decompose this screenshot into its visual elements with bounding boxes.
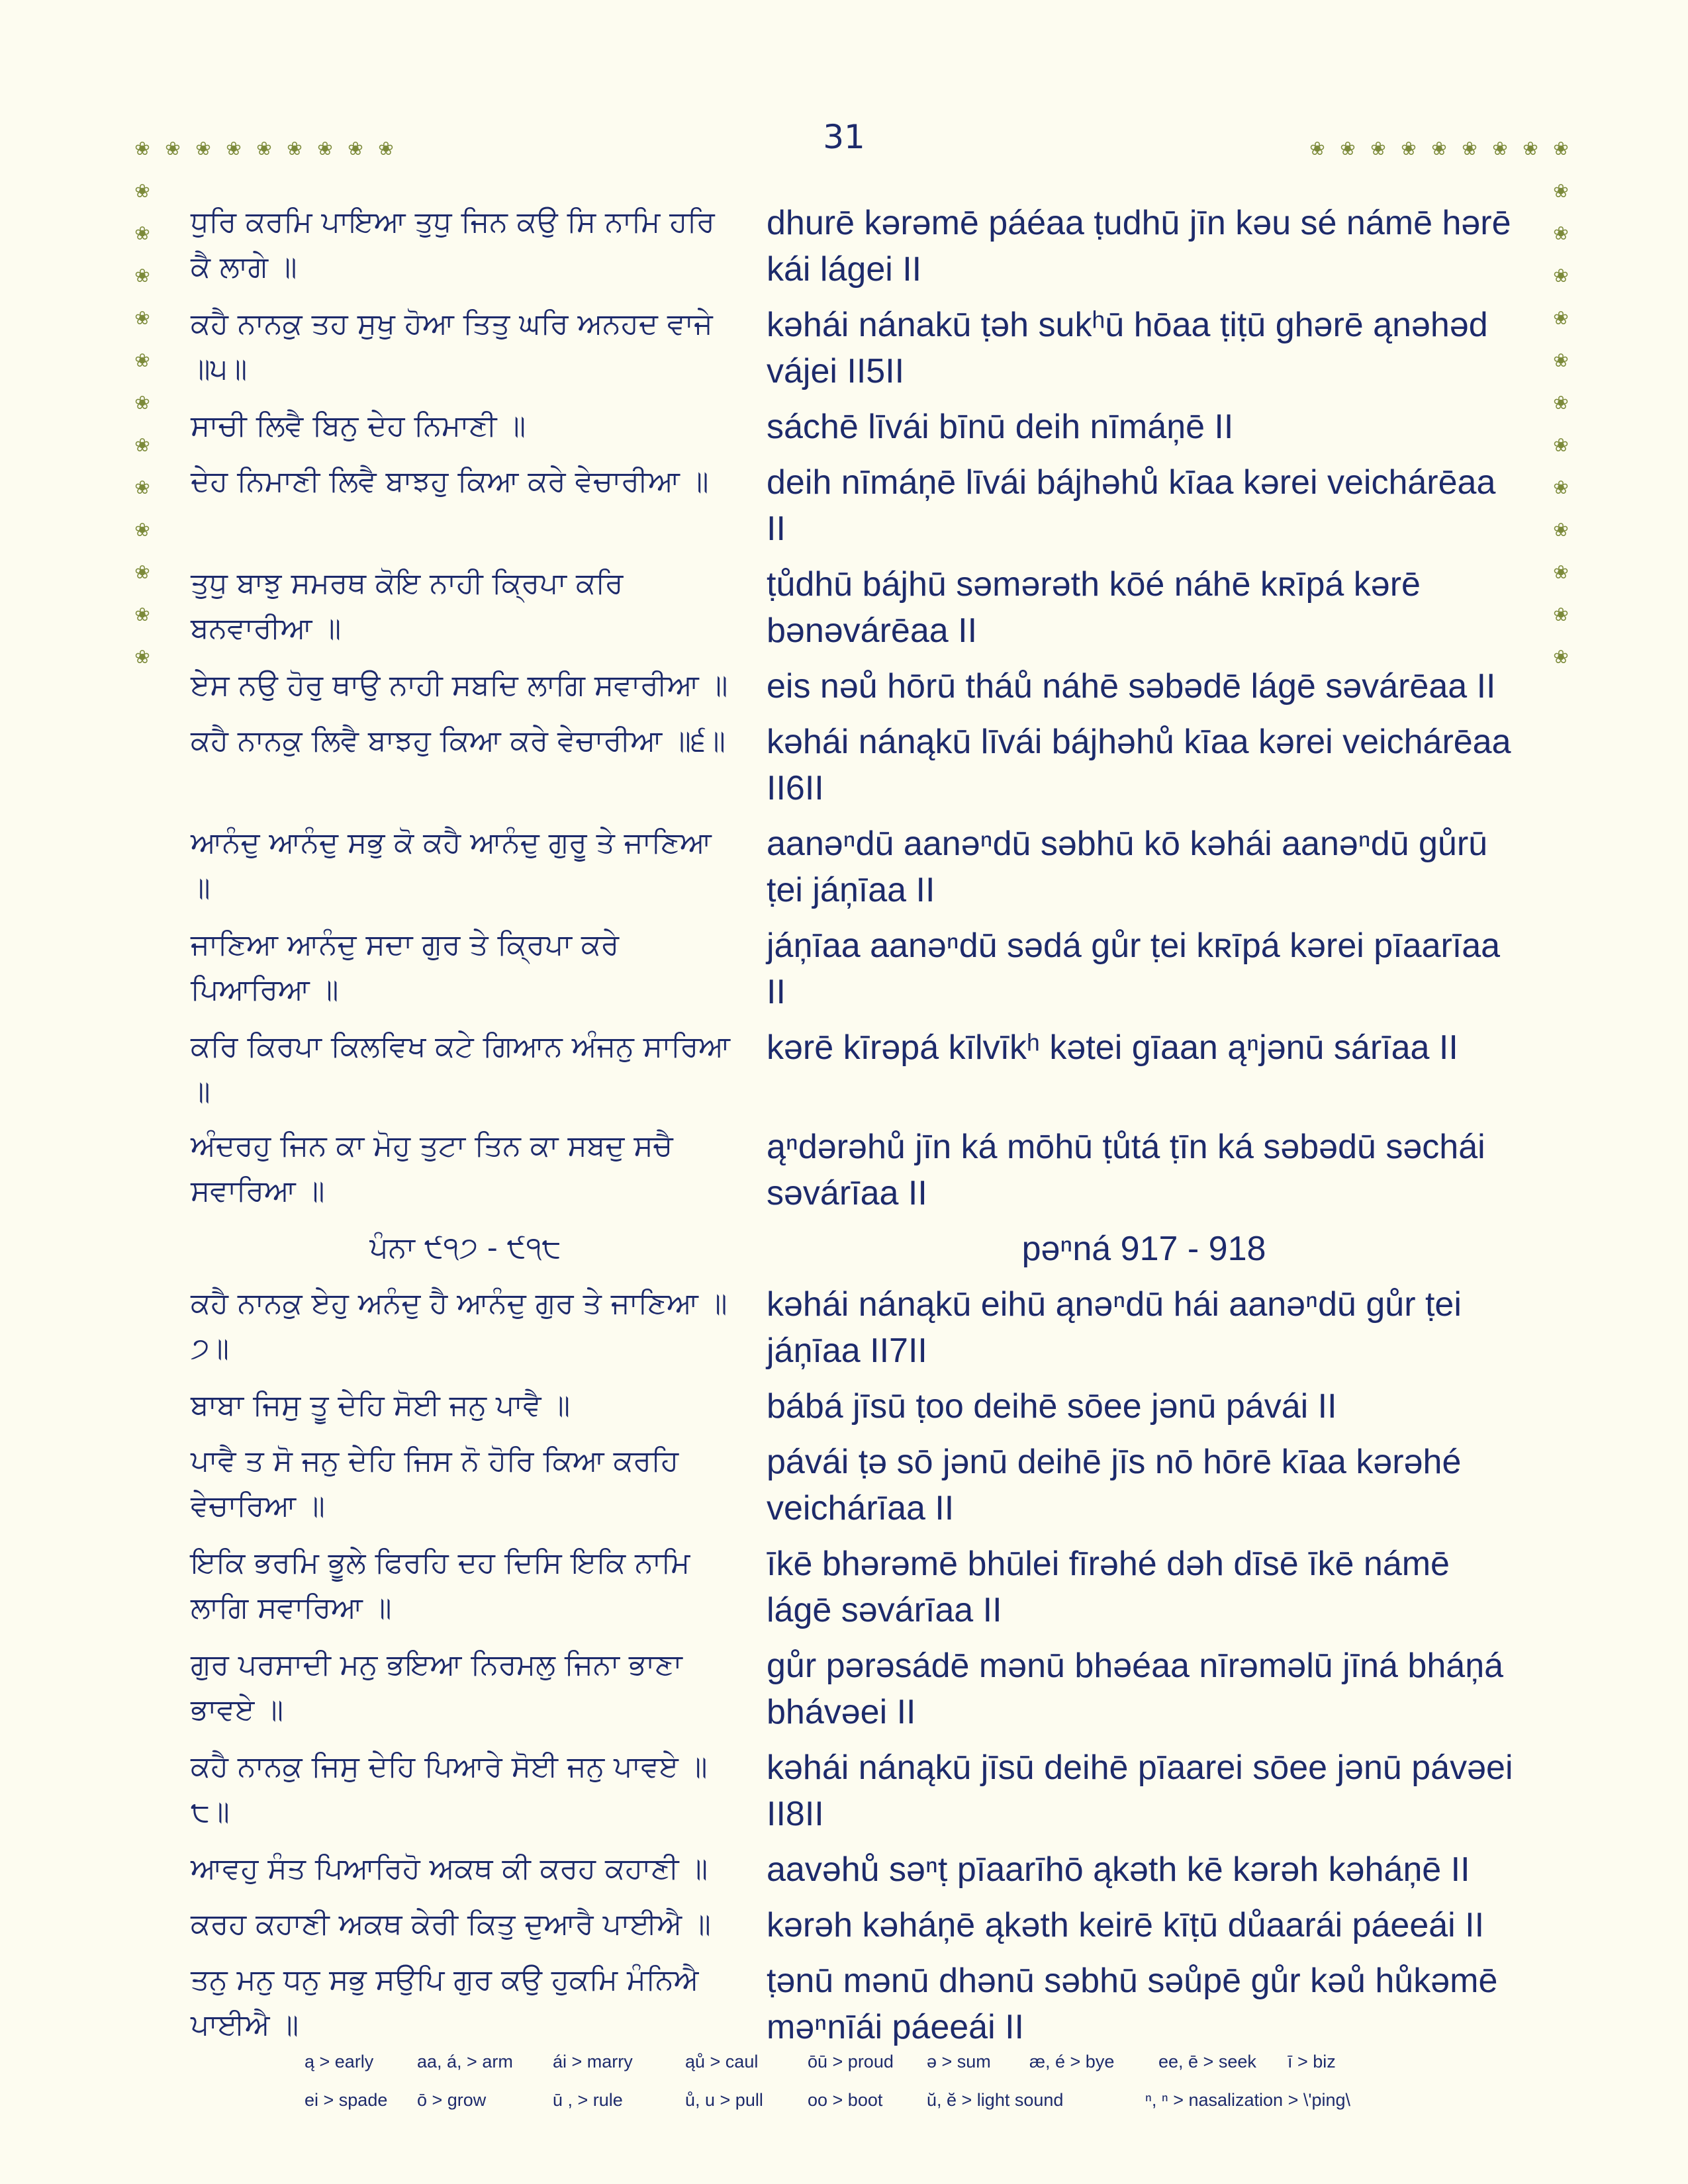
verse-row [191,302,1521,394]
gurmukhi-line: ਗੁਰ ਪਰਸਾਦੀ ਮਨੁ ਭਇਆ ਨਿਰਮਲੁ ਜਿਨਾ ਭਾਣਾ ਭਾਵਏ ॥ [191,1648,682,1727]
flower-ornament-icon: ❀ [1553,392,1569,414]
flower-ornament-icon: ❀ [1553,307,1569,329]
transliteration-line: īkē bhərəmē bhūlei fīrəhé dəh dīsē īkē námē lágē səvárīaa II [767,1545,1450,1629]
verse-row [191,1383,1521,1430]
flower-ornament-icon: ❀ [134,434,150,456]
gurmukhi-line: ਦੇਹ ਨਿਮਾਣੀ ਲਿਵੈ ਬਾਝਹੁ ਕਿਆ ਕਰੇ ਵੇਚਾਰੀਆ ॥ [191,465,709,498]
legend-item: ŭ, ĕ > light sound [927,2089,1064,2110]
transliteration-line: kərē kīrəpá kīlvīkʰ kətei gīaan ąⁿjənū sárīaa II [767,1028,1458,1067]
page-reference: pəⁿná 917 - 918 [1021,1230,1266,1268]
legend-item: ąů > caul [685,2051,759,2071]
transliteration-line: gůr pərəsádē mənū bhəéaa nīrəməlū jīná bháņá bhávəei II [767,1647,1504,1731]
verse-row [191,561,1521,654]
flower-ornament-icon: ❀ [134,349,150,371]
gurmukhi-line: ਆਨੰਦੁ ਆਨੰਦੁ ਸਭੁ ਕੋ ਕਹੈ ਆਨੰਦੁ ਗੁਰੂ ਤੇ ਜਾਣਿਆ ॥ [191,826,712,905]
gurmukhi-line: ਕਹੈ ਨਾਨਕੁ ਲਿਵੈ ਬਾਝਹੁ ਕਿਆ ਕਰੇ ਵੇਚਾਰੀਆ ॥੬॥ [191,724,726,758]
verse-row [191,404,1521,450]
flower-ornament-icon: ❀ [134,392,150,414]
legend-item: aa, á, > arm [417,2051,513,2071]
transliteration-line: bábá jīsū ṭoo deihē sōee jənū pávái II [767,1387,1337,1426]
transliteration-line: kəhái nánąkū līvái bájhəhů kīaa kərei veichárēaa II6II [767,723,1511,807]
verse-row [191,1024,1521,1115]
page-reference-row [191,1226,1521,1272]
flower-ornament-icon: ❀ [195,138,211,159]
verse-row [191,821,1521,913]
gurmukhi-line: ਤਨੁ ਮਨੁ ਧਨੁ ਸਭੁ ਸਉਪਿ ਗੁਰ ਕਉ ਹੁਕਮਿ ਮੰਨਿਐ ਪਾਈਐ ॥ [191,1963,699,2042]
verse-row [191,1643,1521,1735]
verse-row [191,1846,1521,1893]
legend-row [305,2081,1483,2119]
flower-ornament-icon: ❀ [134,265,150,287]
legend-item: oo > boot [808,2089,883,2110]
transliteration-line: aanəⁿdū aanəⁿdū səbhū kō kəhái aanəⁿdū gůrū ṭei jáņīaa II [767,825,1488,909]
verse-row [191,459,1521,552]
transliteration-line: dhurē kərəmē páéaa ṭudhū jīn kəu sé námē hərē kái lágei II [767,204,1511,289]
gurmukhi-line: ਕਹੈ ਨਾਨਕੁ ਏਹੁ ਅਨੰਦੁ ਹੈ ਆਨੰਦੁ ਗੁਰ ਤੇ ਜਾਣਿਆ ॥੭॥ [191,1287,727,1365]
legend-item: ū , > rule [553,2089,623,2110]
gurmukhi-line: ਜਾਣਿਆ ਆਨੰਦੁ ਸਦਾ ਗੁਰ ਤੇ ਕ੍ਰਿਪਾ ਕਰੇ ਪਿਆਰਿਆ ॥ [191,928,620,1007]
transliteration-line: deih nīmáņē līvái bájhəhů kīaa kərei veichárēaa II [767,463,1496,548]
legend-item: ee, ē > seek [1158,2051,1256,2071]
flower-ornament-icon: ❀ [1553,265,1569,287]
gurmukhi-line: ਧੁਰਿ ਕਰਮਿ ਪਾਇਆ ਤੁਧੁ ਜਿਨ ਕਉ ਸਿ ਨਾਮਿ ਹਰਿ ਕੈ ਲਾਗੇ ॥ [191,205,715,284]
flower-ornament-icon: ❀ [1401,138,1417,159]
verse-row [191,1745,1521,1837]
gurmukhi-line: ਬਾਬਾ ਜਿਸੁ ਤੂ ਦੇਹਿ ਸੋਈ ਜਨੁ ਪਾਵੈ ॥ [191,1388,571,1422]
verse-row [191,663,1521,709]
flower-ornament-icon: ❀ [1553,646,1569,668]
flower-ornament-icon: ❀ [134,180,150,202]
verse-row [191,923,1521,1015]
flower-ornament-icon: ❀ [1553,222,1569,244]
transliteration-line: kəhái nánakū ṭəh sukʰū hōaa ṭiṭū ghərē ąnəhəd vájei II5II [767,306,1488,390]
verse-row [191,1958,1521,2050]
flower-ornament-icon: ❀ [134,519,150,541]
flower-ornament-icon: ❀ [226,138,242,159]
gurmukhi-line: ਕਰਿ ਕਿਰਪਾ ਕਿਲਵਿਖ ਕਟੇ ਗਿਆਨ ਅੰਜਨੁ ਸਾਰਿਆ ॥ [191,1030,730,1109]
flower-ornament-icon: ❀ [1370,138,1386,159]
flower-ornament-icon: ❀ [1553,519,1569,541]
transliteration-line: ṭənū mənū dhənū səbhū səůpē gůr kəů hůkəmē məⁿnīái páeeái II [767,1962,1498,2046]
flower-ornament-icon: ❀ [1553,434,1569,456]
flower-ornament-icon: ❀ [134,561,150,583]
flower-ornament-icon: ❀ [1492,138,1508,159]
flower-ornament-icon: ❀ [1553,477,1569,498]
verse-table [191,200,1521,2060]
transliteration-line: ąⁿdərəhů jīn ká mōhū ṭůtá ṭīn ká səbədū səchái səvárīaa II [767,1128,1485,1212]
gurmukhi-line: ਸਾਚੀ ਲਿਵੈ ਬਿਨੁ ਦੇਹ ਨਿਮਾਣੀ ॥ [191,409,526,443]
flower-ornament-icon: ❀ [348,138,363,159]
verse-row [191,200,1521,293]
flower-ornament-icon: ❀ [134,646,150,668]
transliteration-line: sáchē līvái bīnū deih nīmáņē II [767,408,1234,446]
flower-ornament-icon: ❀ [1523,138,1538,159]
verse-row [191,1541,1521,1633]
flower-ornament-icon: ❀ [1431,138,1447,159]
page-number: 31 [823,118,865,156]
gurmukhi-line: ਏਸ ਨਉ ਹੋਰੁ ਥਾਉ ਨਾਹੀ ਸਬਦਿ ਲਾਗਿ ਸਵਾਰੀਆ ॥ [191,668,728,702]
legend-item: ů, u > pull [685,2089,763,2110]
gurmukhi-line: ਆਵਹੁ ਸੰਤ ਪਿਆਰਿਹੋ ਅਕਥ ਕੀ ਕਰਹ ਕਹਾਣੀ ॥ [191,1852,708,1886]
gurmukhi-line: ਕਰਹ ਕਹਾਣੀ ਅਕਥ ਕੇਰੀ ਕਿਤੁ ਦੁਆਰੈ ਪਾਈਐ ॥ [191,1907,711,1941]
verse-row [191,1281,1521,1374]
transliteration-line: kərəh kəháņē ąkəth keirē kīṭū důaarái páeeái II [767,1906,1485,1944]
legend-row [305,2042,1483,2081]
legend-item: ą > early [305,2051,374,2071]
legend-item: æ, é > bye [1029,2051,1115,2071]
gurmukhi-line: ਕਹੈ ਨਾਨਕੁ ਜਿਸੁ ਦੇਹਿ ਪਿਆਰੇ ਸੋਈ ਜਨੁ ਪਾਵਏ ॥੮॥ [191,1750,708,1829]
transliteration-line: jáņīaa aanəⁿdū sədá gůr ṭei kʀīpá kərei pīaarīaa II [767,927,1501,1011]
flower-ornament-icon: ❀ [378,138,394,159]
flower-ornament-icon: ❀ [134,138,150,159]
flower-ornament-icon: ❀ [134,604,150,625]
gurmukhi-line: ਪਾਵੈ ਤ ਸੋ ਜਨੁ ਦੇਹਿ ਜਿਸ ਨੋ ਹੋਰਿ ਕਿਆ ਕਰਹਿ ਵੇਚਾਰਿਆ ॥ [191,1444,679,1523]
verse-row [191,1902,1521,1948]
flower-ornament-icon: ❀ [1553,561,1569,583]
legend-item: ái > marry [553,2051,633,2071]
flower-ornament-icon: ❀ [134,307,150,329]
flower-ornament-icon: ❀ [1553,349,1569,371]
flower-ornament-icon: ❀ [134,222,150,244]
transliteration-line: pávái ṭə sō jənū deihē jīs nō hōrē kīaa kərəhé veichárīaa II [767,1443,1462,1527]
legend-item: ō > grow [417,2089,487,2110]
transliteration-line: kəhái nánąkū jīsū deihē pīaarei sōee jənū pávəei II8II [767,1749,1513,1833]
flower-ornament-icon: ❀ [1553,138,1569,159]
gurmukhi-line: ਤੁਧੁ ਬਾਝੁ ਸਮਰਥ ਕੋਇ ਨਾਹੀ ਕ੍ਰਿਪਾ ਕਰਿ ਬਨਵਾਰੀਆ ॥ [191,567,624,645]
flower-ornament-icon: ❀ [165,138,181,159]
verse-row [191,719,1521,811]
verse-row [191,1124,1521,1216]
flower-ornament-icon: ❀ [1309,138,1325,159]
gurmukhi-line: ਇਕਿ ਭਰਮਿ ਭੂਲੇ ਫਿਰਹਿ ਦਹ ਦਿਸਿ ਇਕਿ ਨਾਮਿ ਲਾਗਿ ਸਵਾਰਿਆ ॥ [191,1546,690,1625]
legend-item: ōū > proud [808,2051,894,2071]
transliteration-line: aavəhů səⁿṭ pīaarīhō ąkəth kē kərəh kəháņē II [767,1850,1470,1889]
gurmukhi-line: ਕਹੈ ਨਾਨਕੁ ਤਹ ਸੁਖੁ ਹੋਆ ਤਿਤੁ ਘਰਿ ਅਨਹਦ ਵਾਜੇ ॥੫॥ [191,307,713,386]
flower-ornament-icon: ❀ [1553,604,1569,625]
verse-row [191,1439,1521,1531]
legend-item: ī > biz [1288,2051,1336,2071]
pronunciation-legend [305,2042,1483,2119]
flower-ornament-icon: ❀ [1462,138,1477,159]
flower-ornament-icon: ❀ [1553,180,1569,202]
gurmukhi-page-reference: ਪੰਨਾ ੯੧੭ - ੯੧੮ [369,1231,561,1265]
transliteration-line: eis nəů hōrū tháů náhē səbədē lágē səvárēaa II [767,667,1496,705]
legend-item: ə > sum [927,2051,991,2071]
transliteration-line: kəhái nánąkū eihū ąnəⁿdū hái aanəⁿdū gůr ṭei jáņīaa II7II [767,1285,1462,1370]
flower-ornament-icon: ❀ [1340,138,1356,159]
legend-item: ei > spade [305,2089,388,2110]
flower-ornament-icon: ❀ [256,138,272,159]
flower-ornament-icon: ❀ [287,138,303,159]
transliteration-line: ṭůdhū bájhū səmərəth kōé náhē kʀīpá kərē bənəvárēaa II [767,565,1421,650]
legend-item: ⁿ, ⁿ > nasalization > \'ping\ [1145,2089,1351,2110]
flower-ornament-icon: ❀ [134,477,150,498]
gurmukhi-line: ਅੰਦਰਹੁ ਜਿਨ ਕਾ ਮੋਹੁ ਤੁਟਾ ਤਿਨ ਕਾ ਸਬਦੁ ਸਚੈ ਸਵਾਰਿਆ ॥ [191,1129,673,1208]
flower-ornament-icon: ❀ [317,138,333,159]
